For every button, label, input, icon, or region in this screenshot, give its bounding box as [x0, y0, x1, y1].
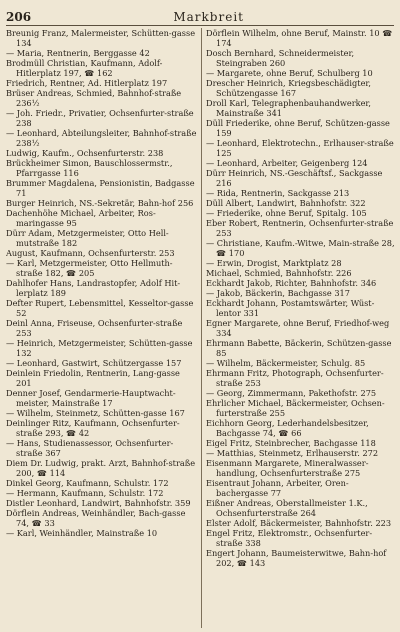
directory-entry: Düll Albert, Landwirt, Bahnhofstr. 322	[206, 198, 366, 208]
directory-entry: Düll Friederike, ohne Beruf, Schützen-gasse 159	[206, 118, 390, 138]
directory-entry: Eckhardt Jakob, Richter, Bahnhofstr. 346	[206, 278, 377, 288]
directory-entry: Dürr Adam, Metzgermeister, Otto Hell-mutstraße 182	[6, 228, 169, 248]
directory-entry: Dahlhofer Hans, Landrastopfer, Adolf Hit-lerplatz 189	[6, 278, 181, 298]
directory-entry: August, Kaufmann, Ochsenfurterstr. 253	[6, 248, 175, 258]
directory-entry: Elster Adolf, Bäckermeister, Bahnhofstr. 223	[206, 518, 392, 528]
page-number: 206	[6, 10, 32, 24]
directory-entry: Eichhorn Georg, Lederhandelsbesitzer, Bachgasse 74, ☎ 66	[206, 418, 369, 438]
directory-entry: Eisenmann Margarete, Mineralwasser-handlung, Ochsenfurterstraße 275	[206, 458, 369, 478]
directory-entry: — Maria, Rentnerin, Berggasse 42	[6, 48, 150, 58]
directory-entry: — Joh. Friedr., Privatier, Ochsenfurter-straße 238	[6, 108, 194, 128]
directory-entry: Egner Margarete, ohne Beruf, Friedhof-weg 334	[206, 318, 390, 338]
page-header	[6, 4, 394, 24]
directory-entry: Eber Robert, Rentnerin, Ochsenfurter-straße 253	[206, 218, 394, 238]
directory-entry: Brüser Andreas, Schmied, Bahnhof-straße 236½	[6, 88, 182, 108]
directory-entry: Dürr Heinrich, NS.-Geschäftsf., Sackgasse 216	[206, 168, 383, 188]
directory-entry: Diem Dr. Ludwig, prakt. Arzt, Bahnhof-straße 200, ☎ 114	[6, 458, 196, 478]
directory-entry: Ludwig, Kaufm., Ochsenfurterstr. 238	[6, 148, 164, 158]
directory-entry: Friedrich, Rentner, Ad. Hitlerplatz 197	[6, 78, 168, 88]
directory-entry: — Matthias, Steinmetz, Erlhauserstr. 272	[206, 448, 379, 458]
directory-entry: Dörflein Andreas, Weinhändler, Bach-gasse 74, ☎ 33	[6, 508, 186, 528]
directory-entry: Brodmüll Christian, Kaufmann, Adolf-Hitlerplatz 197, ☎ 162	[6, 58, 163, 78]
directory-entry: Eckhardt Johann, Postamtswärter, Wüst-lentor 331	[206, 298, 375, 318]
directory-entry: Droll Karl, Telegraphenbauhandwerker, Mainstraße 341	[206, 98, 372, 118]
directory-entry: — Wilhelm, Bäckermeister, Schulg. 85	[206, 358, 366, 368]
directory-entry: Deinlein Friedolin, Rentnerin, Lang-gasse 201	[6, 368, 180, 388]
directory-entry: Eißner Andreas, Oberstallmeister 1.K., Ochsenfurterstraße 264	[206, 498, 368, 518]
directory-entry: Denner Josef, Gendarmerie-Hauptwacht-meister, Mainstraße 17	[6, 388, 176, 408]
directory-entry: — Christiane, Kaufm.-Witwe, Main-straße 28, ☎ 170	[206, 238, 395, 258]
directory-entry: Breunig Franz, Malermeister, Schütten-gasse 134	[6, 28, 196, 48]
directory-entry: Burger Heinrich, NS.-Sekretär, Bahn-hof 256	[6, 198, 194, 208]
directory-entry: — Leonhard, Gastwirt, Schützergasse 157	[6, 358, 182, 368]
directory-entry: Distler Leonhard, Landwirt, Bahnhofstr. 359	[6, 498, 191, 508]
directory-entry: Ehrmann Fritz, Photograph, Ochsenfurter-straße 253	[206, 368, 384, 388]
directory-entry: Deinlinger Ritz, Kaufmann, Ochsenfurter-straße 293, ☎ 42	[6, 418, 180, 438]
directory-entry: Brückheimer Simon, Bauschlossermstr., Pfarrgasse 116	[6, 158, 173, 178]
directory-entry: Dosch Bernhard, Schneidermeister, Steingraben 260	[206, 48, 355, 68]
directory-entry: Ehrmann Babette, Bäckerin, Schützen-gasse 85	[206, 338, 392, 358]
directory-entry: — Wilhelm, Steinmetz, Schütten-gasse 167	[6, 408, 185, 418]
directory-entry: — Heinrich, Metzgermeister, Schütten-gasse 132	[6, 338, 193, 358]
directory-entry: Brummer Magdalena, Pensionistin, Badgasse 71	[6, 178, 195, 198]
directory-entry: — Leonhard, Arbeiter, Geigenberg 124	[206, 158, 368, 168]
directory-entry: Dachenhöhe Michael, Arbeiter, Ros-maringasse 95	[6, 208, 156, 228]
directory-entry: Eisentraut Johann, Arbeiter, Oren-bachergasse 77	[206, 478, 349, 498]
directory-entry: Drescher Heinrich, Kriegsbeschädigter, Schützengasse 167	[206, 78, 372, 98]
header-rule	[6, 25, 394, 26]
directory-entry: Dinkel Georg, Kaufmann, Schulstr. 172	[6, 478, 169, 488]
directory-entry: Ehrlicher Michael, Bäckermeister, Ochsen-furterstraße 255	[206, 398, 385, 418]
directory-entry: — Karl, Weinhändler, Mainstraße 10	[6, 528, 158, 538]
directory-entry: — Erwin, Drogist, Marktplatz 28	[206, 258, 342, 268]
directory-entry: Engel Fritz, Elektromstr., Ochsenfurter-straße 338	[206, 528, 373, 548]
right-column	[206, 28, 398, 628]
page-title: Markbreit	[173, 10, 244, 24]
directory-entry: Defter Rupert, Lebensmittel, Kesseltor-gasse 52	[6, 298, 194, 318]
directory-entry: — Friederike, ohne Beruf, Spitalg. 105	[206, 208, 367, 218]
directory-entry: Engert Johann, Baumeisterwitwe, Bahn-hof 202, ☎ 143	[206, 548, 387, 568]
directory-entry: — Georg, Zimmermann, Pakethofstr. 275	[206, 388, 377, 398]
column-divider	[201, 28, 202, 628]
directory-entry: Deinl Anna, Friseuse, Ochsenfurter-straße 253	[6, 318, 183, 338]
directory-entry: — Jakob, Bäckerin, Bachgasse 317	[206, 288, 350, 298]
directory-entry: — Hans, Studienassessor, Ochsenfurter-straße 367	[6, 438, 174, 458]
directory-entry: Dörflein Wilhelm, ohne Beruf, Mainstr. 10 ☎ 174	[206, 28, 393, 48]
directory-entry: — Karl, Metzgermeister, Otto Hellmuth-straße 182, ☎ 205	[6, 258, 173, 278]
left-column	[6, 28, 198, 628]
directory-entry: Michael, Schmied, Bahnhofstr. 226	[206, 268, 352, 278]
directory-entry: — Leonhard, Elektrotechn., Erlhauser-straße 125	[206, 138, 394, 158]
directory-entry: — Rida, Rentnerin, Sackgasse 213	[206, 188, 350, 198]
directory-entry: Eigel Fritz, Steinbrecher, Bachgasse 118	[206, 438, 376, 448]
directory-entry: — Margarete, ohne Beruf, Schulberg 10	[206, 68, 373, 78]
directory-entry: — Hermann, Kaufmann, Schulstr. 172	[6, 488, 164, 498]
directory-entry: — Leonhard, Abteilungsleiter, Bahnhof-straße 238½	[6, 128, 197, 148]
